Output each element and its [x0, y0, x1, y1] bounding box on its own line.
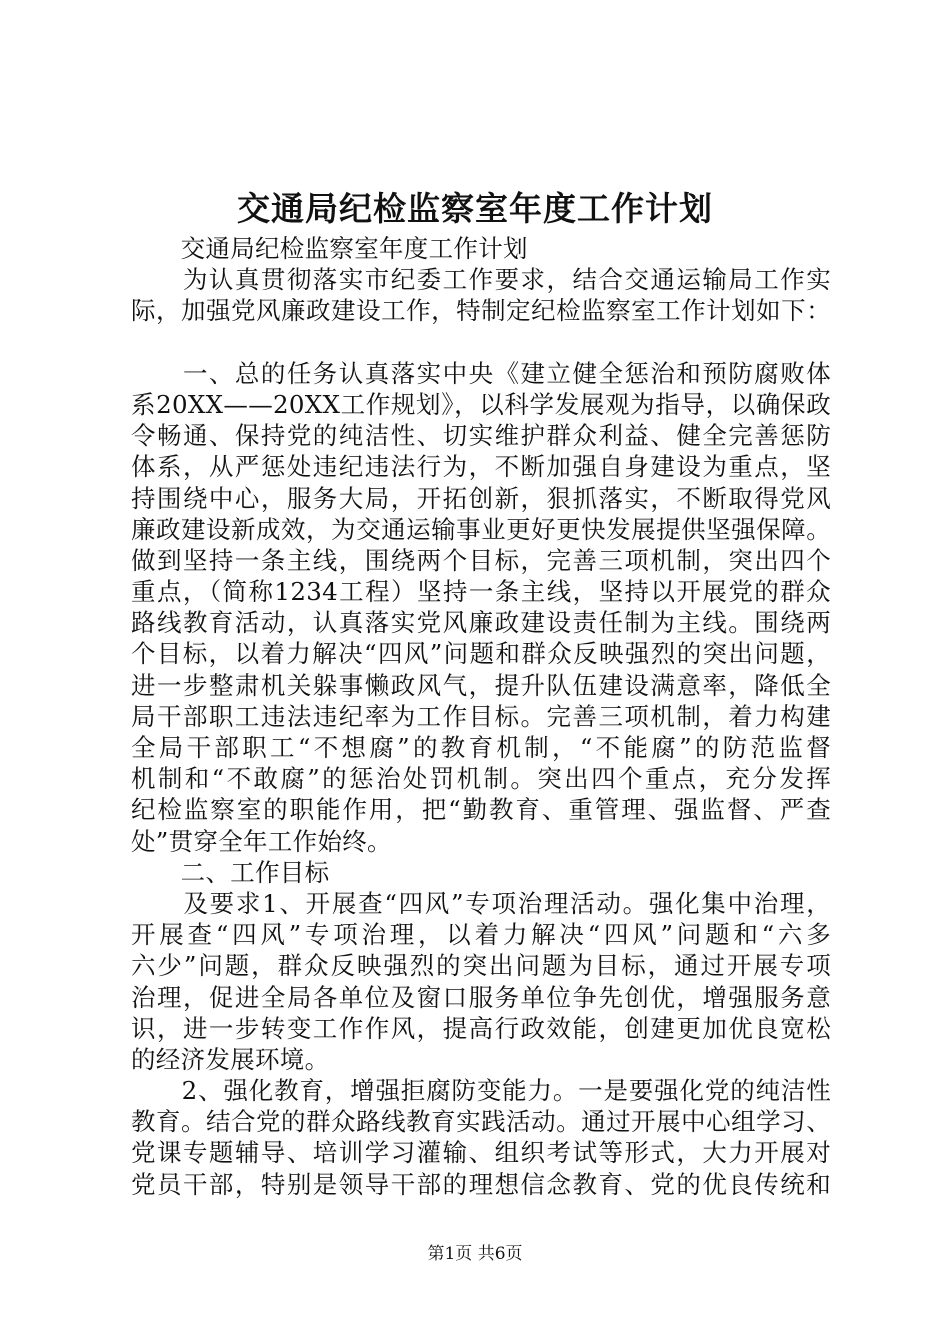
body-text-line: 令畅通、保持党的纯洁性、切实维护群众利益、健全完善惩防	[131, 421, 831, 451]
body-text-line: 廉政建设新成效，为交通运输事业更好更快发展提供坚强保障。	[131, 514, 831, 544]
body-text-line: 一、总的任务认真落实中央《建立健全惩治和预防腐败体	[131, 358, 831, 388]
body-text-line: 路线教育活动，认真落实党风廉政建设责任制为主线。围绕两	[131, 608, 831, 638]
body-text-line: 的经济发展环境。	[131, 1044, 330, 1074]
body-text-line: 持围绕中心，服务大局，开拓创新，狠抓落实，不断取得党风	[131, 483, 831, 513]
body-text-line: 识，进一步转变工作作风，提高行政效能，创建更加优良宽松	[131, 1013, 831, 1043]
body-text-line: 全局干部职工“不想腐”的教育机制，“不能腐”的防范监督	[131, 733, 831, 762]
body-text-line: 个目标，以着力解决“四风”问题和群众反映强烈的突出问题，	[131, 639, 831, 669]
body-text-line: 六少”问题，群众反映强烈的突出问题为目标，通过开展专项	[131, 951, 831, 981]
document-body	[131, 233, 831, 1200]
body-text-line: 纪检监察室的职能作用，把“勤教育、重管理、强监督、严查	[131, 795, 831, 825]
body-text-line: 开展查“四风”专项治理，以着力解决“四风”问题和“六多	[131, 920, 831, 950]
body-text-line: 教育。结合党的群众路线教育实践活动。通过开展中心组学习、	[131, 1107, 831, 1137]
body-text-line: 处”贯穿全年工作始终。	[131, 826, 392, 856]
body-text-line: 体系，从严惩处违纪违法行为，不断加强自身建设为重点，坚	[131, 452, 831, 482]
body-text-line: 及要求1、开展查“四风”专项治理活动。强化集中治理，	[131, 888, 831, 918]
body-text-line: 机制和“不敢腐”的惩治处罚机制。突出四个重点，充分发挥	[131, 764, 831, 794]
document-title: 交通局纪检监察室年度工作计划	[237, 189, 713, 228]
body-text-line: 系20XX——20XX工作规划》，以科学发展观为指导，以确保政	[131, 389, 831, 419]
body-text-line: 为认真贯彻落实市纪委工作要求，结合交通运输局工作实	[131, 265, 831, 295]
body-text-line: 局干部职工违法违纪率为工作目标。完善三项机制，着力构建	[131, 701, 831, 731]
body-text-line: 做到坚持一条主线，围绕两个目标，完善三项机制，突出四个	[131, 545, 831, 575]
body-text-line: 党员干部，特别是领导干部的理想信念教育、党的优良传统和	[131, 1169, 831, 1199]
body-text-line: 2、强化教育，增强拒腐防变能力。一是要强化党的纯洁性	[131, 1076, 832, 1106]
page-footer: 第1页 共6页	[427, 1244, 523, 1264]
body-text-line: 交通局纪检监察室年度工作计划	[131, 234, 528, 263]
body-text-line: 际，加强党风廉政建设工作，特制定纪检监察室工作计划如下：	[131, 296, 831, 326]
blank-line	[131, 327, 831, 358]
body-text-line: 党课专题辅导、培训学习灌输、组织考试等形式，大力开展对	[131, 1138, 831, 1168]
body-text-line: 进一步整肃机关躲事懒政风气，提升队伍建设满意率，降低全	[131, 670, 831, 700]
body-text-line: 二、工作目标	[131, 857, 330, 887]
body-text-line: 重点，（简称1234工程）坚持一条主线，坚持以开展党的群众	[131, 577, 831, 607]
body-text-line: 治理，促进全局各单位及窗口服务单位争先创优，增强服务意	[131, 982, 831, 1012]
